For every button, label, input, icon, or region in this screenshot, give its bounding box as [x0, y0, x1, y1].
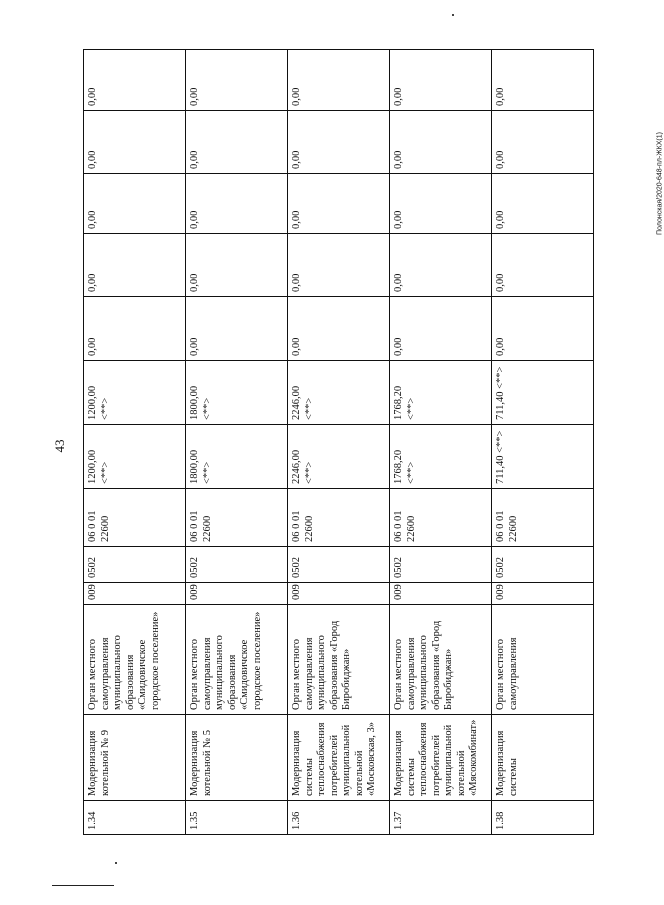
amount-total: 711,40 <**> [492, 425, 594, 489]
grbs-code: 009 [492, 583, 594, 605]
target-article: 06 0 01 22600 [288, 489, 390, 547]
table-row [288, 50, 390, 835]
amount-year: 0,00 [186, 297, 288, 361]
amount-year: 0,00 [390, 234, 492, 297]
amount-year: 0,00 [186, 174, 288, 234]
target-article: 06 0 01 22600 [492, 489, 594, 547]
amount-year: 0,00 [186, 111, 288, 174]
amount-year: 1768,20 <**> [390, 361, 492, 425]
program-table [83, 49, 594, 835]
amount-total: 1768,20 <**> [390, 425, 492, 489]
amount-year: 0,00 [390, 174, 492, 234]
amount-year: 0,00 [84, 174, 186, 234]
row-number: 1.36 [288, 801, 390, 835]
amount-year: 711,40 <**> [492, 361, 594, 425]
row-number: 1.38 [492, 801, 594, 835]
table-row [390, 50, 492, 835]
document-code: Полонская/2020-648-пл-ЖКХ(1) [656, 132, 664, 235]
responsible-org: Орган местного самоуправления муниципального образования «Город Биробиджан» [390, 605, 492, 715]
responsible-org: Орган местного самоуправления муниципального образования «Смидовичское городское поселение» [84, 605, 186, 715]
grbs-code: 009 [84, 583, 186, 605]
target-article: 06 0 01 22600 [186, 489, 288, 547]
footnote-separator [52, 885, 114, 886]
section-code: 0502 [390, 547, 492, 583]
amount-year: 0,00 [492, 297, 594, 361]
amount-year: 0,00 [390, 111, 492, 174]
amount-year: 0,00 [186, 234, 288, 297]
row-number: 1.37 [390, 801, 492, 835]
grbs-code: 009 [390, 583, 492, 605]
responsible-org: Орган местного самоуправления муниципального образования «Город Биробиджан» [288, 605, 390, 715]
amount-total: 1800,00 <**> [186, 425, 288, 489]
row-number: 1.35 [186, 801, 288, 835]
amount-total: 1200,00 <**> [84, 425, 186, 489]
scan-speck [452, 14, 454, 16]
amount-year: 0,00 [492, 50, 594, 111]
event-name: Модернизация системы теплоснабжения потребителей муниципальной котельной «Московская, 3» [288, 715, 390, 801]
grbs-code: 009 [288, 583, 390, 605]
event-name: Модернизация системы [492, 715, 594, 801]
amount-year: 0,00 [84, 50, 186, 111]
amount-year: 0,00 [288, 297, 390, 361]
amount-year: 0,00 [492, 111, 594, 174]
table-row [84, 50, 186, 835]
amount-year: 0,00 [186, 50, 288, 111]
event-name: Модернизация системы теплоснабжения потребителей муниципальной котельной «Мясокомбинат» [390, 715, 492, 801]
amount-year: 0,00 [492, 234, 594, 297]
section-code: 0502 [186, 547, 288, 583]
target-article: 06 0 01 22600 [390, 489, 492, 547]
section-code: 0502 [492, 547, 594, 583]
table-row [492, 50, 594, 835]
amount-year: 1800,00 <**> [186, 361, 288, 425]
rotated-table-wrapper [83, 50, 593, 835]
amount-year: 0,00 [84, 234, 186, 297]
grbs-code: 009 [186, 583, 288, 605]
amount-year: 0,00 [288, 111, 390, 174]
amount-year: 0,00 [492, 174, 594, 234]
amount-total: 2246,00 <**> [288, 425, 390, 489]
amount-year: 0,00 [390, 297, 492, 361]
section-code: 0502 [288, 547, 390, 583]
event-name: Модернизация котельной № 5 [186, 715, 288, 801]
amount-year: 1200,00 <**> [84, 361, 186, 425]
amount-year: 0,00 [84, 111, 186, 174]
scan-speck [115, 862, 117, 864]
page-number: 43 [52, 439, 67, 453]
target-article: 06 0 01 22600 [84, 489, 186, 547]
amount-year: 0,00 [84, 297, 186, 361]
amount-year: 0,00 [288, 174, 390, 234]
section-code: 0502 [84, 547, 186, 583]
row-number: 1.34 [84, 801, 186, 835]
responsible-org: Орган местного самоуправления муниципального образования «Смидовичское городское поселение» [186, 605, 288, 715]
responsible-org: Орган местного самоуправления [492, 605, 594, 715]
event-name: Модернизация котельной № 9 [84, 715, 186, 801]
amount-year: 0,00 [288, 50, 390, 111]
amount-year: 0,00 [288, 234, 390, 297]
table-row [186, 50, 288, 835]
amount-year: 0,00 [390, 50, 492, 111]
amount-year: 2246,00 <**> [288, 361, 390, 425]
